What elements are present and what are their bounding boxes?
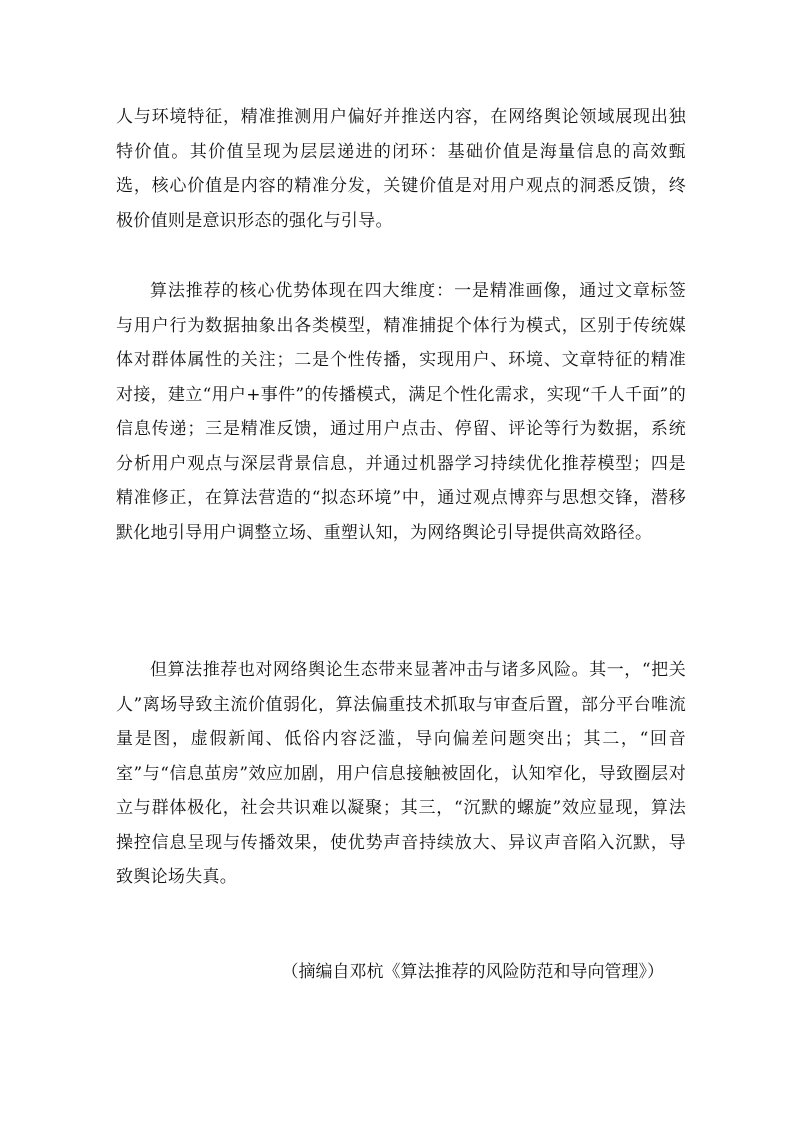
paragraph-2: 算法推荐的核心优势体现在四大维度：一是精准画像，通过文章标签与用户行为数据抽象出各类模型，精准捕捉个体行为模式，区别于传统媒体对群体属性的关注；二是个性传播，实现用户、环境、文章特征的精准对接，建立“用户+事件”的传播模式，满足个性化需求，实现“千人千面”的信息传递；三是精准反馈，通过用户点击、停留、评论等行为数据，系统分析用户观点与深层背景信息，并通过机器学习持续优化推荐模型；四是精准修正，在算法营造的“拟态环境”中，通过观点博弈与思想交锋，潜移默化地引导用户调整立场、重塑认知，为网络舆论引导提供高效路径。 [116, 281, 686, 543]
paragraph-1: 人与环境特征，精准推测用户偏好并推送内容，在网络舆论领域展现出独特价值。其价值呈现为层层递进的闭环：基础价值是海量信息的高效甄选，核心价值是内容的精准分发，关键价值是对用户观点的洞悉反馈，终极价值则是意识形态的强化与引导。 [116, 107, 686, 231]
paragraph-3: 但算法推荐也对网络舆论生态带来显著冲击与诸多风险。其一，“把关人”离场导致主流价值弱化，算法偏重技术抓取与审查后置，部分平台唯流量是图，虚假新闻、低俗内容泛滥，导向偏差问题突出；其二，“回音室”与“信息茧房”效应加剧，用户信息接触被固化，认知窄化，导致圈层对立与群体极化，社会共识难以凝聚；其三，“沉默的螺旋”效应显现，算法操控信息呈现与传播效果，使优势声音持续放大、异议声音陷入沉默，导致舆论场失真。 [116, 660, 686, 887]
source-citation: （摘编自邓杭《算法推荐的风险防范和导向管理》） [281, 962, 664, 982]
